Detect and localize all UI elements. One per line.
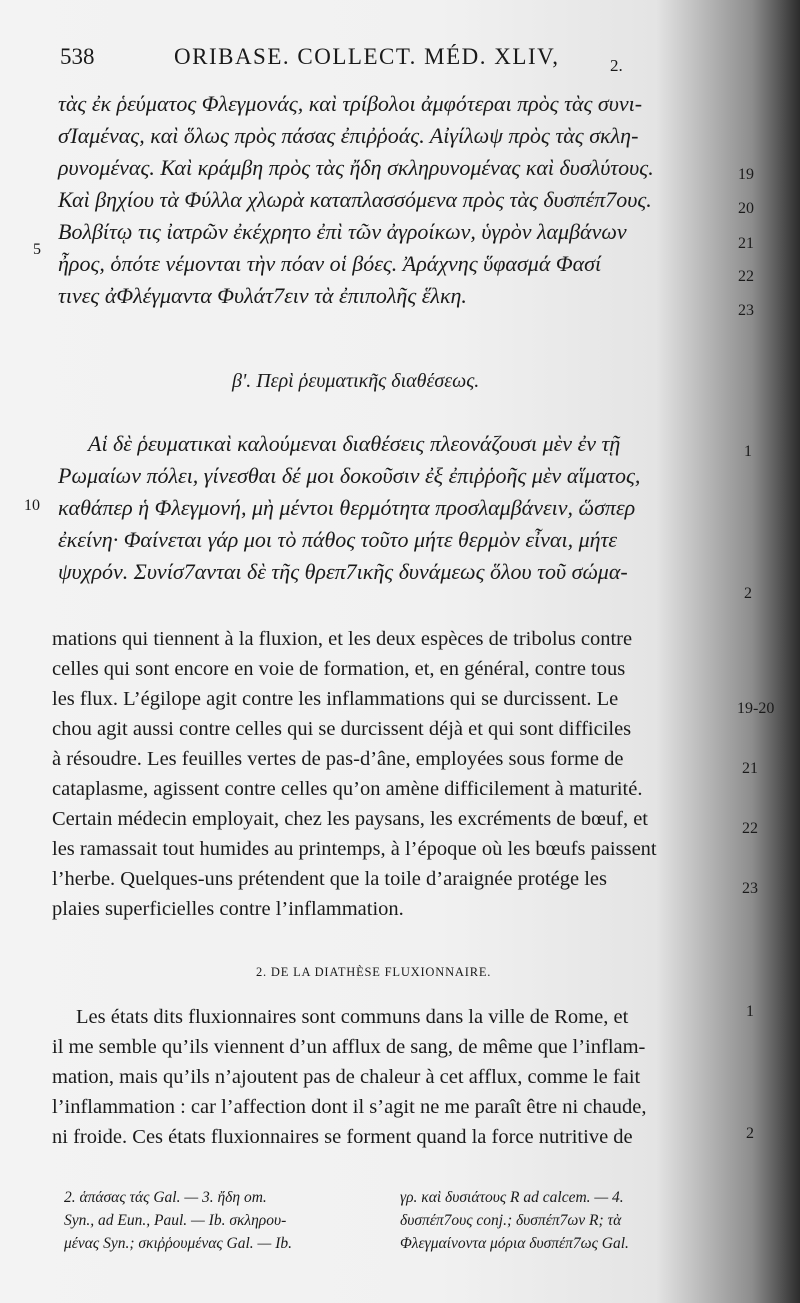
french-line: plaies superficielles contre l’inflammation. bbox=[52, 898, 404, 920]
footnote-line: Φλεγμαίνοντα μόρια δυσπέπ7ως Gal. bbox=[400, 1235, 629, 1252]
greek-line: ἐκείνη· Φαίνεται γάρ μοι τὸ πάθος τοῦτο μήτε θερμὸν εἶναι, μήτε bbox=[58, 527, 618, 552]
footnote-line: Syn., ad Eun., Paul. — Ib. σκληρου- bbox=[64, 1212, 287, 1229]
footnote-line: γρ. καὶ δυσιάτους R ad calcem. — 4. bbox=[400, 1189, 624, 1206]
greek-text-block-1 bbox=[58, 88, 738, 312]
greek-line: ρυνομένας. Καὶ κράμβη πρὸς τὰς ἤδη σκληρυνομένας καὶ δυσλύτους. bbox=[58, 155, 654, 180]
footnote-line: δυσπέπ7ους conj.; δυσπέπ7ων R; τὰ bbox=[400, 1212, 622, 1229]
french-line: l’herbe. Quelques-uns prétendent que la toile d’araignée protége les bbox=[52, 868, 607, 890]
greek-line: ἦρος, ὁπότε νέμονται τὴν πόαν οἱ βόες. Ἀράχνης ὕφασμά Φασί bbox=[58, 251, 602, 276]
french-line: les flux. L’égilope agit contre les inflammations qui se durcissent. Le bbox=[52, 688, 619, 710]
greek-line: τινες ἀΦλέγμαντα Φυλάτ7ειν τὰ ἐπιπολῆς ἕλκη. bbox=[58, 283, 467, 308]
margin-reference: 19-20 bbox=[737, 700, 775, 717]
line-number: 10 bbox=[24, 497, 40, 514]
page-number: 538 bbox=[60, 44, 95, 69]
french-text-block-1 bbox=[52, 624, 732, 924]
french-line: l’inflammation : car l’affection dont il s’agit ne me paraît être ni chaude, bbox=[52, 1096, 647, 1118]
french-line: mations qui tiennent à la fluxion, et les deux espèces de tribolus contre bbox=[52, 628, 633, 650]
greek-text-block-2 bbox=[58, 428, 738, 588]
french-line: il me semble qu’ils viennent d’un afflux de sang, de même que l’inflam- bbox=[52, 1036, 646, 1058]
margin-reference: 2 bbox=[744, 585, 752, 602]
footnotes-right-column bbox=[400, 1186, 629, 1255]
margin-reference: 23 bbox=[742, 880, 758, 897]
margin-reference: 22 bbox=[742, 820, 758, 837]
greek-line: Αἱ δὲ ῥευματικαὶ καλούμεναι διαθέσεις πλεονάζουσι μὲν ἐν τῇ bbox=[88, 431, 621, 456]
french-line: Les états dits fluxionnaires sont communs dans la ville de Rome, et bbox=[76, 1006, 629, 1028]
french-text-block-2 bbox=[52, 1002, 732, 1152]
footnote-line: 2. ἁπάσας τάς Gal. — 3. ἤδη om. bbox=[64, 1189, 267, 1206]
greek-line: Ρωμαίων πόλει, γίνεσθαι δέ μοι δοκοῦσιν ἐξ ἐπιῤῥοῆς μὲν αἵματος, bbox=[58, 463, 641, 488]
margin-reference: 20 bbox=[738, 200, 754, 217]
line-number: 5 bbox=[33, 241, 41, 258]
margin-reference: 21 bbox=[742, 760, 758, 777]
running-section-number: 2. bbox=[610, 56, 623, 75]
greek-section-heading: β'. Περὶ ῥευματικῆς διαθέσεως. bbox=[232, 370, 480, 392]
french-line: celles qui sont encore en voie de formation, et, en général, contre tous bbox=[52, 658, 626, 680]
section-heading: 2. DE LA DIATHÈSE FLUXIONNAIRE. bbox=[256, 965, 492, 979]
french-line: cataplasme, agissent contre celles qu’on amène difficilement à maturité. bbox=[52, 778, 643, 800]
running-title: ORIBASE. COLLECT. MÉD. XLIV, bbox=[174, 44, 560, 69]
greek-line: σΊαμένας, καὶ ὅλως πρὸς πάσας ἐπιῤῥοάς. Αἰγίλωψ πρὸς τὰς σκλη- bbox=[58, 123, 639, 148]
margin-reference: 21 bbox=[738, 235, 754, 252]
margin-reference: 1 bbox=[744, 443, 752, 460]
french-line: chou agit aussi contre celles qui se durcissent déjà et qui sont difficiles bbox=[52, 718, 632, 740]
footnote-line: μένας Syn.; σκιῤῥουμένας Gal. — Ib. bbox=[64, 1235, 293, 1252]
french-line: ni froide. Ces états fluxionnaires se forment quand la force nutritive de bbox=[52, 1126, 633, 1148]
greek-line: τὰς ἐκ ῥεύματος Φλεγμονάς, καὶ τρίβολοι ἀμφότεραι πρὸς τὰς συνι- bbox=[58, 91, 643, 116]
margin-reference: 2 bbox=[746, 1125, 754, 1142]
margin-reference: 19 bbox=[738, 166, 754, 183]
french-line: les ramassait tout humides au printemps, à l’époque où les bœufs paissent bbox=[52, 838, 657, 860]
margin-reference: 1 bbox=[746, 1003, 754, 1020]
greek-line: Βολβίτῳ τις ἰατρῶν ἐκέχρητο ἐπὶ τῶν ἀγροίκων, ὑγρὸν λαμβάνων bbox=[58, 219, 627, 244]
french-line: à résoudre. Les feuilles vertes de pas-d’âne, employées sous forme de bbox=[52, 748, 624, 770]
greek-line: ψυχρόν. Συνίσ7ανται δὲ τῆς θρεπ7ικῆς δυνάμεως ὅλου τοῦ σώμα- bbox=[58, 559, 628, 584]
french-line: Certain médecin employait, chez les paysans, les excréments de bœuf, et bbox=[52, 808, 648, 830]
margin-reference: 22 bbox=[738, 268, 754, 285]
footnotes-left-column bbox=[64, 1186, 292, 1255]
margin-reference: 23 bbox=[738, 302, 754, 319]
french-line: mation, mais qu’ils n’ajoutent pas de chaleur à cet afflux, comme le fait bbox=[52, 1066, 641, 1088]
greek-line: Καὶ βηχίου τὰ Φύλλα χλωρὰ καταπλασσόμενα πρὸς τὰς δυσπέπ7ους. bbox=[58, 187, 652, 212]
greek-line: καθάπερ ἡ Φλεγμονή, μὴ μέντοι θερμότητα προσλαμβάνειν, ὥσπερ bbox=[58, 495, 636, 520]
